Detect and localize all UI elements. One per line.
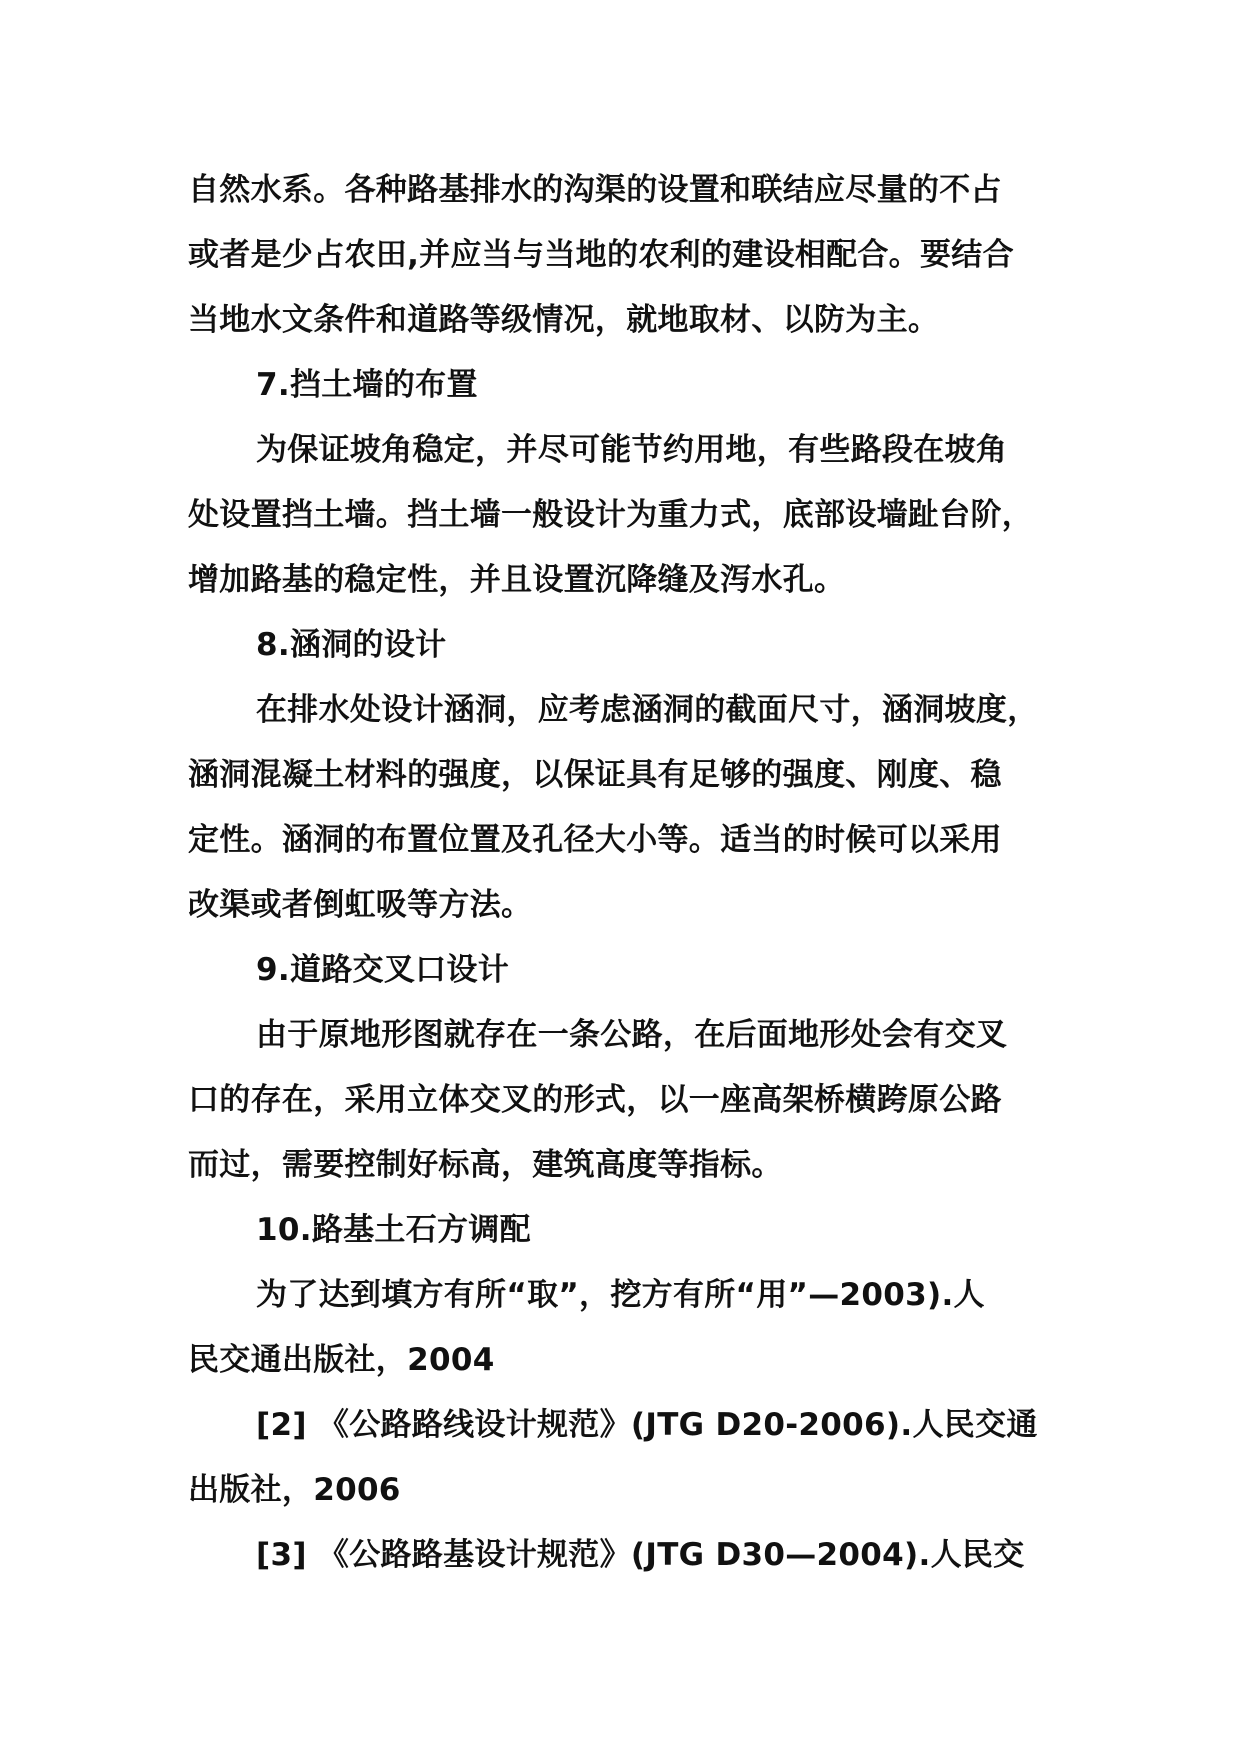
reference-item: [2] 《公路路线设计规范》(JTG D20-2006).人民交通: [256, 1407, 1038, 1443]
section-heading-intersection: 9.道路交叉口设计: [256, 952, 510, 988]
paragraph-line: 定性。涵洞的布置位置及孔径大小等。适当的时候可以采用: [188, 822, 1002, 858]
section-heading-earthwork: 10.路基土石方调配: [256, 1212, 531, 1248]
section-heading-retaining-wall: 7.挡土墙的布置: [256, 367, 478, 403]
paragraph-line: 增加路基的稳定性，并且设置沉降缝及泻水孔。: [188, 562, 846, 598]
paragraph-line: 或者是少占农田,并应当与当地的农利的建设相配合。要结合: [188, 237, 1014, 273]
reference-item: [3] 《公路路基设计规范》(JTG D30—2004).人民交: [256, 1537, 1025, 1573]
document-body: [188, 158, 1088, 1588]
section-heading-culvert: 8.涵洞的设计: [256, 627, 447, 663]
paragraph-line: 在排水处设计涵洞，应考虑涵洞的截面尺寸，涵洞坡度，: [256, 692, 1039, 728]
paragraph-line: 由于原地形图就存在一条公路，在后面地形处会有交叉: [256, 1017, 1008, 1053]
paragraph-line: 改渠或者倒虹吸等方法。: [188, 887, 533, 923]
paragraph-line: 为保证坡角稳定，并尽可能节约用地，有些路段在坡角: [256, 432, 1008, 468]
paragraph-line: 当地水文条件和道路等级情况，就地取材、以防为主。: [188, 302, 940, 338]
paragraph-line: 口的存在，采用立体交叉的形式，以一座高架桥横跨原公路: [188, 1082, 1002, 1118]
paragraph-line: 民交通出版社，2004: [188, 1342, 495, 1378]
paragraph-line: 为了达到填方有所“取”，挖方有所“用”—2003).人: [256, 1277, 985, 1313]
reference-item-continued: 出版社，2006: [188, 1472, 401, 1508]
paragraph-line: 处设置挡土墙。挡土墙一般设计为重力式，底部设墙趾台阶，: [188, 497, 1034, 533]
paragraph-line: 自然水系。各种路基排水的沟渠的设置和联结应尽量的不占: [188, 172, 1002, 208]
paragraph-line: 涵洞混凝土材料的强度，以保证具有足够的强度、刚度、稳: [188, 757, 1002, 793]
paragraph-line: 而过，需要控制好标高，建筑高度等指标。: [188, 1147, 783, 1183]
